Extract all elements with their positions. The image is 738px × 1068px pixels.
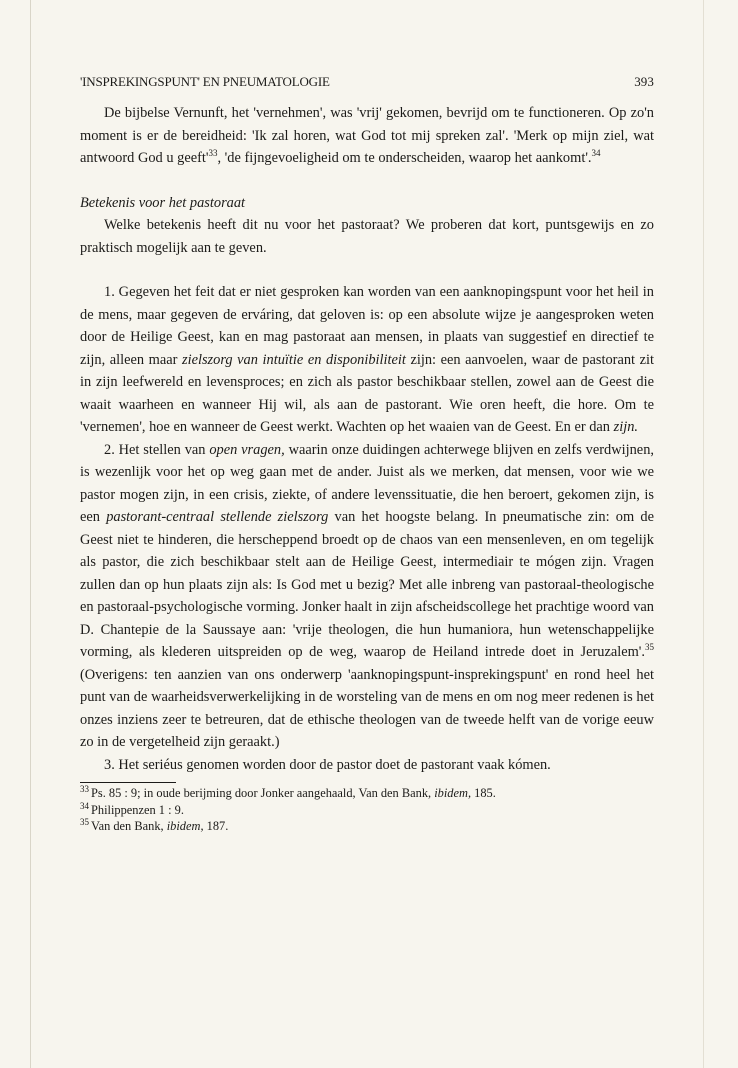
running-head <box>80 74 654 90</box>
page-right-edge <box>703 0 704 1068</box>
section-heading: Betekenis voor het pastoraat <box>80 194 246 211</box>
point-1-text-b: zijn: een aanvoelen, waar de pastorant zit in zijn leefwereld en levensproces; en zich als pastor beschikbaar stellen, zowel aan de Geest die waait waarheen en wanneer Hij wil, als aan de pastorant. Wie oren heeft, die hore. Om te 'vernemen', hoe en wanneer de Geest werkt. Wachten op het waaien van de Geest. En er dan <box>80 351 654 435</box>
footnote-ref-34[interactable]: 34 <box>591 148 601 158</box>
page-number: 393 <box>634 74 654 89</box>
point-2-text-c: van het hoogste belang. In pneumatische zin: om de Geest niet te hinderen, die herscheppend broedt op de chaos van een mensenleven, en om tegelijk als pastor, die zich beschikbaar stelt aan de Heilige Geest, intermediair te mógen zijn. Vragen zullen dan op hun plaats zijn als: Is God met u bezig? Met alle inbreng van pastoraal-theologische en pastoraal-psychologische vorming. Jonker haalt in zijn afscheidscollege het prachtige woord van D. Chantepie de la Saussaye aan: 'vrije theologen, die hun humaniora, hun wetenschappelijke vorming, als klederen uitspreiden op de weg, waarop de Heiland intrede doet in Jeruzalem'. <box>80 509 654 660</box>
intro-paragraph <box>80 102 654 170</box>
intro-text-1: De bijbelse Vernunft, het 'vernehmen', was 'vrij' gekomen, bevrijd om te functioneren. Op zo'n moment is er de bereidheid: 'Ik zal horen, wat God tot mij spreken zal'. 'Merk op mijn ziel, wat antwoord God u geeft' <box>80 105 654 166</box>
footnote-33-text-b: 185. <box>471 786 496 800</box>
point-2-text-d: (Overigens: ten aanzien van ons onderwerp 'aanknopingspunt-insprekingspunt' en rond heel het punt van de waarheidsverwerkelijking in de worsteling van de mens en om nog meer redenen is het onzes inziens zeer te betreuren, dat de ethische theologen van de tweede helft van de vorige eeuw zo in de vergetelheid zijn geraakt.) <box>80 666 654 750</box>
footnote-35-emphasis: ibidem, <box>166 819 204 833</box>
footnote-33-text-a: Ps. 85 : 9; in oude berijming door Jonker aangehaald, Van den Bank, <box>91 786 435 800</box>
footnote-number-35: 35 <box>80 817 89 827</box>
footnote-number-34: 34 <box>80 800 89 811</box>
point-2-paragraph <box>80 439 654 754</box>
footnote-ref-33[interactable]: 33 <box>208 148 218 158</box>
footnote-35 <box>80 818 654 835</box>
footnote-divider <box>80 782 176 783</box>
footnote-33-emphasis: ibidem, <box>434 786 472 800</box>
footnote-33 <box>80 785 654 802</box>
point-3-paragraph: 3. Het seriéus genomen worden door de pastor doet de pastorant vaak kómen. <box>104 756 551 773</box>
point-2-emphasis-1: open vragen, <box>209 441 285 458</box>
intro-text-2: , 'de fijngevoeligheid om te onderscheiden, waarop het aankomt'. <box>217 150 592 166</box>
footnote-34-text: Philippenzen 1 : 9. <box>91 802 184 817</box>
paragraph-gap <box>80 259 654 281</box>
point-2-emphasis-2: pastorant-centraal stellende zielszorg <box>106 509 329 525</box>
page-left-edge <box>30 0 31 1068</box>
point-2-text-a: 2. Het stellen van <box>104 441 210 458</box>
footnote-35-text-b: 187. <box>203 819 229 833</box>
point-1-emphasis-2: zijn. <box>613 419 638 435</box>
point-1-emphasis-1: zielszorg van intuïtie en disponibiliteit <box>181 351 406 368</box>
point-1-text-a: 1. Gegeven het feit dat er niet gesproken kan worden van een aanknopingspunt voor het heil in de mens, maar gegeven de erváring, dat geloven is: op een absolute wijze je aangesproken weten door de Heilige Geest, kan en mag pastoraat aan mensen, in plaats van suggestief en directief te zijn, alleen maar <box>80 284 654 368</box>
footnote-34 <box>80 802 654 819</box>
point-2-text-b: waarin onze duidingen achterwege blijven en zelfs verdwijnen, is wezenlijk voor het op weg gaan met de ander. Juist als we merken, dat mensen, voor wie we pastor mogen zijn, in een crisis, ziekte, of andere levenssituatie, die hen beroert, gekomen zijn, is een <box>80 441 654 525</box>
footnote-ref-35[interactable]: 35 <box>645 642 654 652</box>
running-title: 'INSPREKINGSPUNT' EN PNEUMATOLOGIE <box>80 74 330 89</box>
footnote-number-33: 33 <box>80 784 89 794</box>
footnote-35-text-a: Van den Bank, <box>91 819 167 833</box>
point-1-paragraph <box>80 281 654 439</box>
page-body <box>80 74 654 835</box>
section-intro-paragraph: Welke betekenis heeft dit nu voor het pastoraat? We proberen dat kort, puntsgewijs en zo praktisch mogelijk aan te geven. <box>80 217 654 256</box>
